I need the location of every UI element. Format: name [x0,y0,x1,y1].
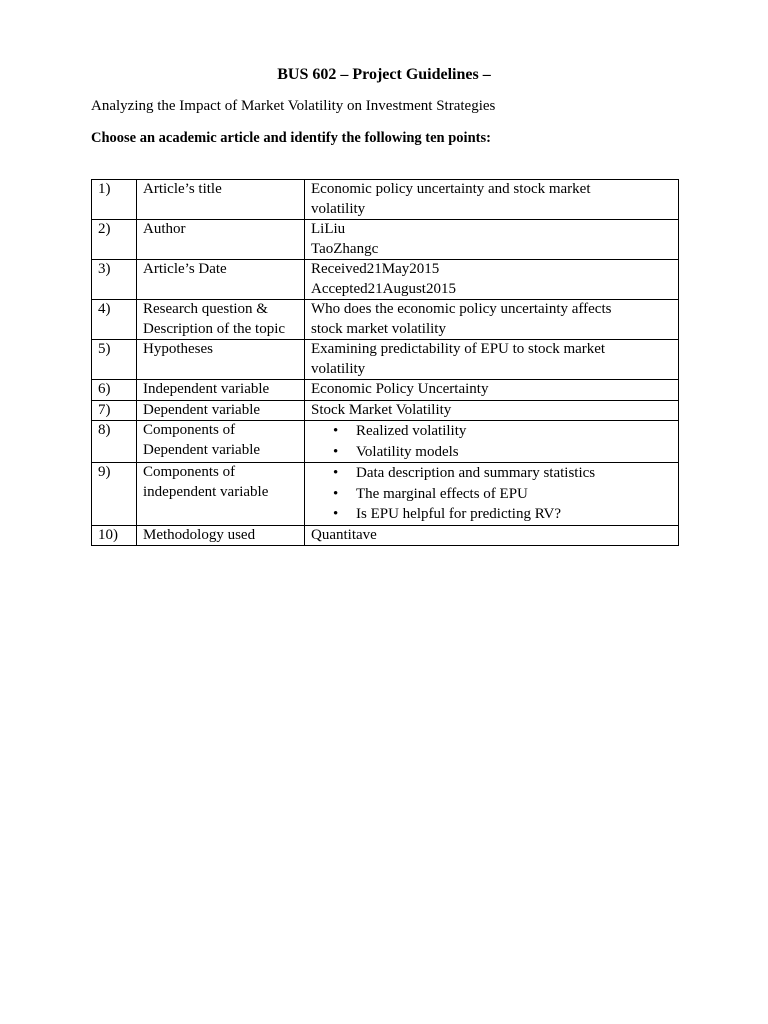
table-row-9 [92,463,679,526]
table-row-7 [92,400,679,421]
row-label [137,400,305,421]
ten-points-table [91,179,679,546]
row-value [305,463,679,526]
row-label [137,260,305,300]
row-label-line: Dependent variable [143,401,261,418]
row-value [305,220,679,260]
row-label [137,380,305,401]
bullet-icon: • [333,485,339,502]
row-label-line: Independent variable [143,381,270,397]
table-row-3 [92,260,679,300]
table-row-8 [92,421,679,463]
row-label-line: Description of the topic [143,320,286,337]
bullet-text: Realized volatility [356,423,467,439]
row-label [137,220,305,260]
row-value-line: TaoZhangc [311,240,379,257]
row-value [305,421,679,463]
row-label [137,463,305,526]
bullet-list [311,421,673,462]
list-item [311,504,673,525]
row-value [305,380,679,401]
bullet-text: Volatility models [356,443,459,460]
row-number: 4) [92,300,137,340]
row-value-line: Accepted21August2015 [311,280,456,297]
table-row-2 [92,220,679,260]
bullet-list [311,463,673,525]
list-item [311,484,673,505]
list-item [311,463,673,484]
table-row-6 [92,380,679,401]
row-value-line: Received21May2015 [311,261,440,277]
instruction-text: Choose an academic article and identify the following ten points: [91,130,491,146]
table-row-4 [92,300,679,340]
bullet-icon: • [333,465,339,481]
row-value-line: Examining predictability of EPU to stock market [311,341,606,357]
row-label-line: Methodology used [143,526,256,543]
row-label [137,525,305,546]
row-number: 8) [92,421,137,463]
row-value-line: Stock Market Volatility [311,401,452,418]
row-label-line: Components of [143,422,236,438]
list-item [311,421,673,442]
row-value [305,340,679,380]
table-row-10 [92,525,679,546]
row-value [305,525,679,546]
row-label-line: independent variable [143,483,269,500]
row-value-line: volatility [311,360,366,377]
row-number: 9) [92,463,137,526]
bullet-icon: • [333,423,339,439]
row-number: 6) [92,380,137,401]
row-label-line: Research question & [143,301,268,317]
row-label [137,180,305,220]
row-number: 3) [92,260,137,300]
table-row-1 [92,180,679,220]
row-value-line: volatility [311,200,366,217]
page-subtitle: Analyzing the Impact of Market Volatility on Investment Strategies [91,98,496,114]
row-value [305,300,679,340]
row-label-line: Components of [143,464,236,480]
row-number: 5) [92,340,137,380]
bullet-text: The marginal effects of EPU [356,485,528,502]
row-label-line: Dependent variable [143,441,261,458]
row-label-line: Hypotheses [143,341,213,357]
bullet-text: Is EPU helpful for predicting RV? [356,506,562,522]
bullet-icon: • [333,443,339,460]
row-value-line: Who does the economic policy uncertainty affects [311,301,612,317]
row-label-line: Article’s title [143,181,222,197]
row-number: 10) [92,525,137,546]
row-value-line: Economic Policy Uncertainty [311,381,489,397]
row-value-line: stock market volatility [311,320,446,337]
row-label [137,300,305,340]
row-label-line: Author [143,221,186,237]
row-value-line: LiLiu [311,221,346,237]
row-label [137,421,305,463]
table-row-5 [92,340,679,380]
bullet-text: Data description and summary statistics [356,465,596,481]
row-label [137,340,305,380]
row-value [305,260,679,300]
bullet-icon: • [333,506,339,522]
row-value-line: Quantitave [311,526,377,543]
row-label-line: Article’s Date [143,261,227,277]
row-number: 7) [92,400,137,421]
row-value [305,180,679,220]
row-number: 2) [92,220,137,260]
row-number: 1) [92,180,137,220]
row-value-line: Economic policy uncertainty and stock market [311,181,591,197]
list-item [311,442,673,463]
page-title: BUS 602 – Project Guidelines – [277,66,491,83]
row-value [305,400,679,421]
